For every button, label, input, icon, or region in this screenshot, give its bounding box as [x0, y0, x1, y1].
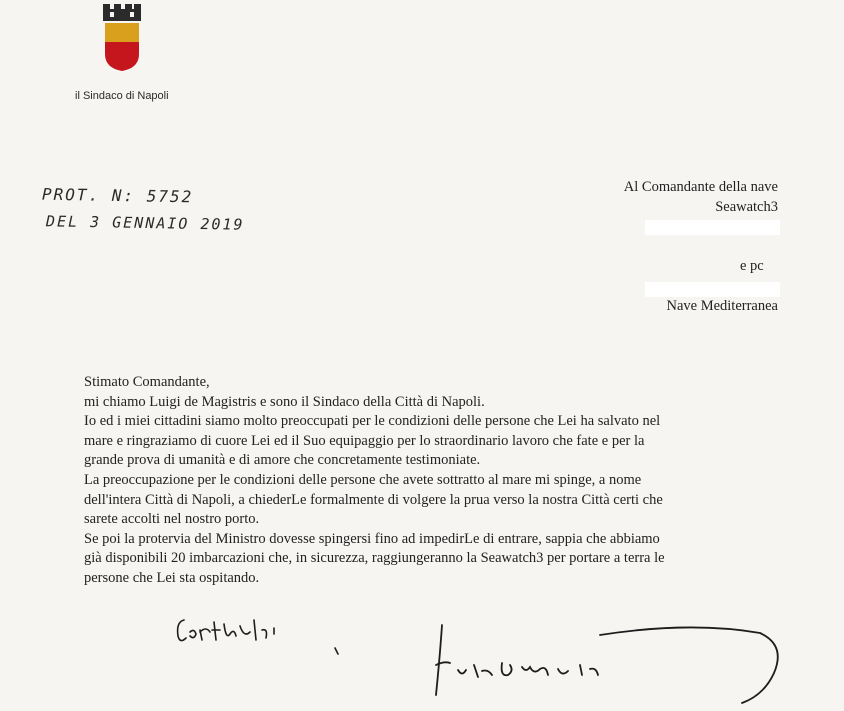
redacted-address-2 [645, 282, 780, 297]
body-line: mare e ringraziamo di cuore Lei ed il Suo equipaggio per lo straordinario lavoro che fate e per la [84, 432, 645, 449]
cc-label: e pc [740, 258, 764, 274]
body-line: già disponibili 20 imbarcazioni che, in sicurezza, raggiungeranno la Seawatch3 per portare a terra le [84, 550, 665, 567]
crest-shield-top [105, 23, 139, 42]
protocol-number: PROT. N: 5752 [41, 184, 194, 207]
body-line: dell'intera Città di Napoli, a chiederLe formalmente di volgere la prua verso la nostra Città certi che [84, 491, 663, 508]
body-line: persone che Lei sta ospitando. [84, 569, 260, 586]
mayor-label: il Sindaco di Napoli [75, 90, 169, 102]
crest-shield-bottom [105, 42, 139, 71]
salutation-handwriting [170, 610, 350, 660]
redacted-address-1 [645, 220, 780, 235]
signature-handwriting [430, 615, 810, 710]
ship-name: Nave Mediterranea [666, 298, 778, 314]
protocol-date: DEL 3 GENNAIO 2019 [45, 212, 245, 234]
body-line: La preoccupazione per le condizioni delle persone che avete sottratto al mare mi spinge, a nome [84, 471, 642, 488]
recipient-line-2: Seawatch3 [715, 199, 778, 215]
recipient-block [624, 177, 778, 217]
body-line: Se poi la protervia del Ministro dovesse spingersi fino ad impedirLe di entrare, sappia che abbiamo [84, 530, 660, 547]
recipient-line-1: Al Comandante della nave [623, 179, 778, 195]
body-line: Io ed i miei cittadini siamo molto preoccupati per le condizioni delle persone che Lei ha salvato nel [84, 413, 661, 430]
body-line: grande prova di umanità e di amore che concretamente testimoniate. [84, 452, 481, 469]
body-line: sarete accolti nel nostro porto. [84, 511, 260, 528]
naples-crest-logo [100, 4, 144, 72]
body-line: mi chiamo Luigi de Magistris e sono il Sindaco della Città di Napoli. [84, 393, 485, 410]
letter-body [84, 373, 798, 589]
body-line: Stimato Comandante, [84, 374, 210, 390]
